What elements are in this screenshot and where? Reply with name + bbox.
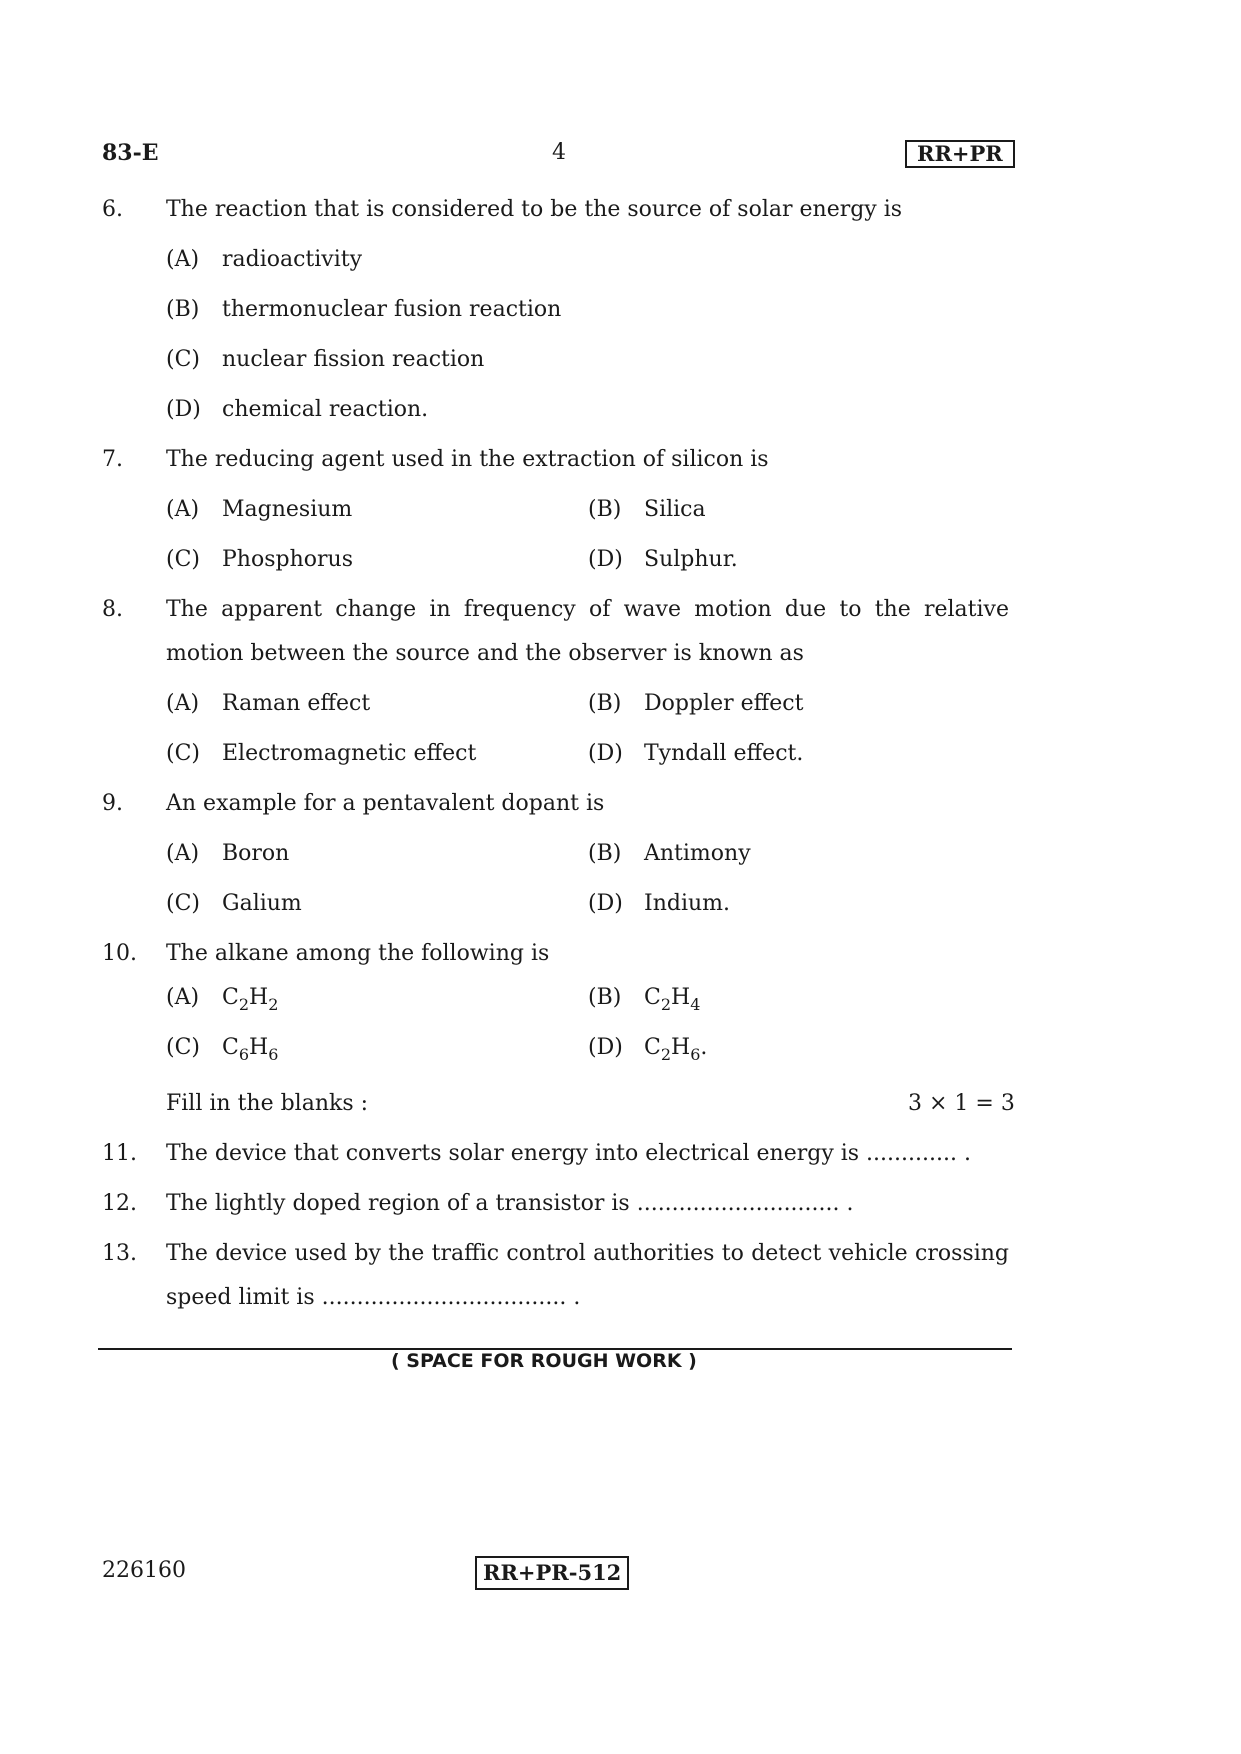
page-number: 4: [552, 140, 566, 165]
q7-option-b-text: Silica: [644, 497, 706, 522]
q10-option-d-label: (D): [588, 1035, 623, 1060]
q6-option-a-label: (A): [166, 247, 200, 272]
q8-option-c-text: Electromagnetic effect: [222, 741, 477, 766]
series-box: RR+PR: [905, 140, 1015, 168]
q9-option-c-label: (C): [166, 891, 200, 916]
q9-option-b-label: (B): [588, 841, 622, 866]
q13-text-line1: The device used by the traffic control authorities to detect vehicle crossing: [166, 1241, 1009, 1266]
q7-option-d-label: (D): [588, 547, 623, 572]
q7-text: The reducing agent used in the extraction of silicon is: [166, 447, 769, 472]
q9-text: An example for a pentavalent dopant is: [166, 791, 605, 816]
q6-option-a-text: radioactivity: [222, 247, 363, 272]
q8-option-a-text: Raman effect: [222, 691, 371, 716]
q10-option-c-formula: $C_6H_6$: [222, 1035, 279, 1064]
q8-option-d-text: Tyndall effect.: [644, 741, 804, 766]
q13-number: 13.: [102, 1241, 137, 1266]
q13-text-line2: speed limit is ................................... .: [166, 1285, 581, 1310]
q9-option-d-label: (D): [588, 891, 623, 916]
q8-number: 8.: [102, 597, 123, 622]
q6-option-d-label: (D): [166, 397, 201, 422]
q7-option-b-label: (B): [588, 497, 622, 522]
q10-number: 10.: [102, 941, 137, 966]
q9-option-a-text: Boron: [222, 841, 290, 866]
q7-option-a-text: Magnesium: [222, 497, 353, 522]
q10-option-c-label: (C): [166, 1035, 200, 1060]
q6-option-b-text: thermonuclear fusion reaction: [222, 297, 562, 322]
q7-option-c-text: Phosphorus: [222, 547, 353, 572]
q9-option-a-label: (A): [166, 841, 200, 866]
q8-option-b-label: (B): [588, 691, 622, 716]
rough-work-label: ( SPACE FOR ROUGH WORK ): [391, 1350, 697, 1372]
q6-option-c-label: (C): [166, 347, 200, 372]
q7-option-c-label: (C): [166, 547, 200, 572]
q6-option-b-label: (B): [166, 297, 200, 322]
q6-number: 6.: [102, 197, 123, 222]
q8-option-a-label: (A): [166, 691, 200, 716]
q7-number: 7.: [102, 447, 123, 472]
footer-code-box: RR+PR-512: [475, 1556, 629, 1590]
q10-option-b-label: (B): [588, 985, 622, 1010]
q10-text: The alkane among the following is: [166, 941, 550, 966]
q9-number: 9.: [102, 791, 123, 816]
q12-text: The lightly doped region of a transistor is ............................. .: [166, 1191, 854, 1216]
q8-text-line2: motion between the source and the observer is known as: [166, 641, 804, 666]
q9-option-c-text: Galium: [222, 891, 302, 916]
q9-option-b-text: Antimony: [644, 841, 751, 866]
q12-number: 12.: [102, 1191, 137, 1216]
q6-option-c-text: nuclear fission reaction: [222, 347, 485, 372]
footer-number: 226160: [102, 1558, 186, 1583]
q6-option-d-text: chemical reaction.: [222, 397, 429, 422]
q7-option-d-text: Sulphur.: [644, 547, 738, 572]
q9-option-d-text: Indium.: [644, 891, 731, 916]
q10-option-b-formula: $C_2H_4$: [644, 985, 701, 1014]
q6-text: The reaction that is considered to be the source of solar energy is: [166, 197, 903, 222]
fill-blanks-heading: Fill in the blanks :: [166, 1091, 369, 1116]
paper-code: 83-E: [102, 140, 159, 166]
q7-option-a-label: (A): [166, 497, 200, 522]
q11-text: The device that converts solar energy into electrical energy is ............. .: [166, 1141, 971, 1166]
q10-option-d-formula: $C_2H_6$.: [644, 1035, 708, 1064]
q8-option-b-text: Doppler effect: [644, 691, 804, 716]
q10-option-a-label: (A): [166, 985, 200, 1010]
q10-option-a-formula: $C_2H_2$: [222, 985, 279, 1014]
q11-number: 11.: [102, 1141, 137, 1166]
q8-option-d-label: (D): [588, 741, 623, 766]
q8-option-c-label: (C): [166, 741, 200, 766]
fill-blanks-marks: 3 × 1 = 3: [908, 1091, 1015, 1116]
q8-text-line1: The apparent change in frequency of wave motion due to the relative: [166, 597, 1009, 622]
